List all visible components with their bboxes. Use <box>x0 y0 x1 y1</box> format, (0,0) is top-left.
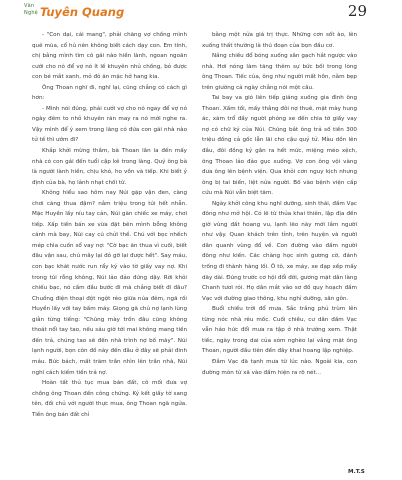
page-number: 29 <box>347 2 367 20</box>
paragraph: Đầm Vạc đã tạnh mưa từ lúc nào. Ngoài kia, con đường mòn từ xã vào đầm hiện ra rõ nét... <box>202 358 357 376</box>
paragraph: - Mình nói đúng, phải cưới vợ cho nó ngay để vợ nó ngày đêm to nhỏ khuyên răn may ra nó mới nghe ra. Vậy mình để ý xem trong làng có đứa con gái nhà nào tử tế thì ướm đi? <box>32 105 187 144</box>
paragraph: Ông Thoan nghĩ đi, nghĩ lại, cũng chẳng có cách gì hơn: <box>32 84 187 102</box>
paragraph: bằng một nửa giá trị thực. Những cơn sốt ào, lên xuống thất thường là thú đoạn của bọn đầu cơ. <box>202 32 357 49</box>
left-column <box>32 30 187 420</box>
paragraph: Khắp khởi mừng thầm, bà Thoan lân la đến mấy nhà có con gái đến tuổi cập kê trong làng. Quý ông bà là người lành hiền, chịu khó, ho vồn và tiếp. Khi biết ý định của bà, họ lảnh nhạt chối từ. <box>32 148 187 186</box>
logo-title: Tuyên Quang <box>40 5 125 19</box>
logo-van-text: Văn <box>24 3 35 9</box>
logo-nghe-text: Nghệ <box>24 10 38 16</box>
paragraph: Tai bay va gió liên tiếp giáng xuống gia đình ông Thoan. Xấm tối, mấy thằng đôi nợ thuê, mặt mày hung ác, xăm trổ đầy người phóng xe đến chia tờ giấy vay nợ có chữ ký của Núi. Chúng bắt ông trả số tiền 300 triệu đồng cả gốc lẫn lãi cho cậu quý tử. Màu dồn lên đầu, đôi đồng kỷ gân ra hết mức, miệng méo xệch, ông Thoan lảo đảo gục xuống. Vợ con ông vội vàng đưa ông lên bệnh viện. Qua khỏi cơn nguy kịch nhưng ông bị tai biến, liệt nửa người. Bố vào bệnh viện cấp cứu mà Núi vẫn biệt tăm. <box>202 95 357 197</box>
right-column <box>202 30 357 378</box>
author-signature: M.T.S <box>348 469 365 475</box>
paragraph: Hoàn tất thủ tục mua bán đất, cô mối đưa vợ chồng ông Thoan đến công chứng. Ký kết giấy tờ sang tên, đối chủ với người thực mua, ông Thoan ngã ngửa. Tiền ông bán đất chỉ <box>32 380 187 418</box>
paragraph: Ngày khởi công khu nghĩ dưỡng, sinh thái, đầm Vạc đông như mở hội. Có lẽ từ thủa khai thiên, lập địa đến giờ vùng đất hoang vu, lạnh lẽo này mới lắm người như vậy. Quan khách trên tỉnh, trên huyện và người dân quanh vùng đổ về. Con đường vào đầm người đông như kiến. Các chàng học sinh gương cờ, đánh trống đi thành hàng lối. Ô tô, xe máy, xe đạp xếp mấy dãy dài. Đúng trước cơ hội đổi đời, gương mặt dân làng Chanh tươi rói. Họ dân mắt vào sơ đồ quy hoạch đầm Vạc với đường giao thông, khu nghỉ dưỡng, sân gôn. <box>202 200 357 302</box>
paragraph: Không hiểu sao hôm nay Núi gặp vận đen, càng chơi càng thua đậm? nắm triệu trong túi hết nhẵn. Mặc Huyền lấy níu tay cản, Núi gàn chiếc xe máy, chơi tiếp. Xấp tiền bán xe vừa đặt bên mình bỗng không cánh mà bay, Núi cay cú chửi thề. Chú với bọc nhếch mép chìa cuốn sổ vay nợ: "Cờ bạc ăn thua vì cuối, biết đâu vận sau, chú mây lại đỏ gỡ lại được hết". Say máu, con bạc khát nước run rẩy ký vào tờ giấy vay nợ. Khi trong túi rỗng không, Núi lảo đảo đứng dậy. Rời khỏi chiếu bạc, nó cầm đầu bước đi mà chẳng biết đi đâu? Chuồng điện thoại đột ngột réo giữa núa đêm, ngã rối Huyền lấy với tay bấm máy. Giọng gã chủ nợ lạnh lùng giằn từng tiếng: "Chúng mày trốn đâu cũng không thoát nổi tay tao, nếu sáu giờ tới mai không mang tiền đến trả, chúng tao sẽ đến nhà trình nợ bố mày". Núi lạnh người, bọn côn đồ này đến đâu ở đây sẽ phải đinh máu. Bức bách, mất trăm trần nhìn lên trần nhà, Núi nghĩ cách kiếm tiền trả nợ. <box>32 190 187 376</box>
paragraph: - "Con dại, cái mang", phải chăng vợ chồng mình quê mùa, cổ hủ nên không biết cách dạy con. Em tính, chị bằng mình tìm cô gái nào hiền lành, ngoan ngoãn cưới cho nó để vợ nó ít lề khuyên nhủ chồng, bỏ được con bé mắt xanh, mỏ đỏ ăn mặc hở hang kia. <box>32 32 187 81</box>
paragraph: Nắng chiều đổ bóng xuống sân gạch hắt ngược vào nhà. Hơi nóng làm tăng thêm sự bức bối trong lòng ông Thoan. Tiếc của, ông như người mất hồn, nằm bẹp trên giường cả ngày chẳng nói một câu. <box>202 53 357 91</box>
page-header <box>0 0 402 30</box>
paragraph: Buổi chiều trời đổ mưa. Sắc trắng phủ trùm lên từng nóc nhà rêu mốc. Cuối chiều, cư dân đầm Vạc vẫn háo hức đổi mưa ra tập ở nhà trường xem. Thật tiếc, ngày trong dai của xóm nghèo lại vắng mặt ông Thoan, người đầu tiên đến đây khai hoang lập nghiệp. <box>202 306 357 355</box>
